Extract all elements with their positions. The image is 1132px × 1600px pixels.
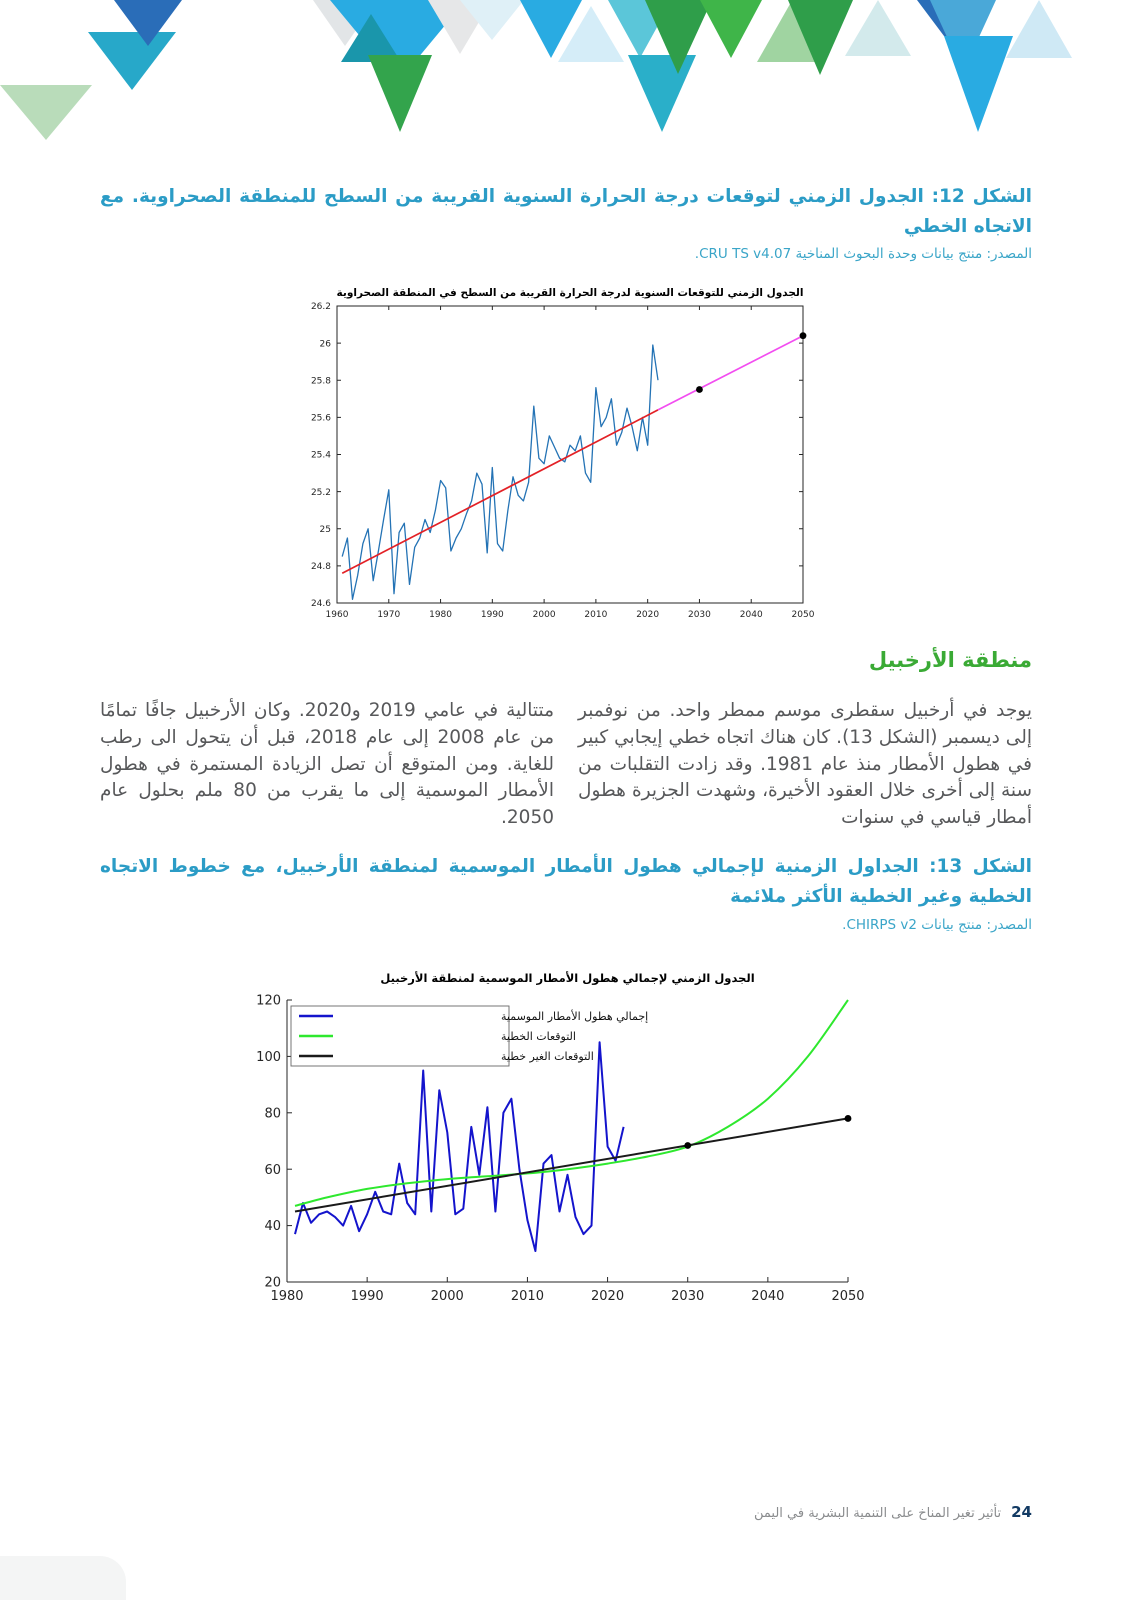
- chart-title: الجدول الزمني للتوقعات السنوية لدرجة الحرارة القريبة من السطح في المنطقة الصحراوية: [336, 287, 804, 299]
- legend-label: التوقعات الخطية: [501, 1029, 576, 1043]
- legend-label: إجمالي هطول الأمطار الموسمية: [501, 1009, 649, 1023]
- y-tick-label: 80: [264, 1106, 281, 1122]
- y-tick-label: 20: [264, 1275, 281, 1291]
- figure12-source: المصدر: منتج بيانات وحدة البحوث المناخية CRU TS v4.07.: [694, 246, 1032, 262]
- y-tick-label: 24.6: [310, 599, 331, 610]
- series-projection: [658, 336, 803, 410]
- x-tick-label: 2020: [636, 610, 660, 620]
- y-tick-label: 24.8: [310, 562, 331, 573]
- x-tick-label: 2020: [591, 1289, 625, 1304]
- x-tick-label: 2040: [739, 610, 763, 620]
- legend: [291, 1006, 648, 1066]
- x-tick-label: 1970: [377, 610, 401, 620]
- section-heading-archipelago: منطقة الأرخبيل: [868, 648, 1032, 672]
- paragraph-column-right: يوجد في أرخبيل سقطرى موسم ممطر واحد. من نوفمبر إلى ديسمبر (الشكل 13). كان هناك اتجاه خطي إيجابي كبير في هطول الأمطار منذ عام 1981. وقد زادت التقلبات من سنة إلى أخرى خلال العقود الأخيرة، وشهدت الجزيرة هطول أمطار قياسي في سنوات: [578, 700, 1032, 829]
- y-tick-label: 25.2: [310, 487, 331, 498]
- data-point-marker: [800, 332, 807, 339]
- x-tick-label: 2030: [671, 1289, 705, 1304]
- paragraph-column-left: متتالية في عامي 2019 و2020. وكان الأرخبيل جافًا تمامًا من عام 2008 إلى عام 2018، قبل أن يتحول الى رطب للغاية. ومن المتوقع أن تصل الزيادة المستمرة في هطول الأمطار الموسمية إلى ما يقرب من 80 ملم بحلول عام 2050.: [100, 700, 555, 829]
- report-title: تأثير تغير المناخ على التنمية البشرية في اليمن: [754, 1506, 1002, 1521]
- x-tick-label: 2000: [430, 1289, 464, 1304]
- y-tick-label: 25.6: [310, 413, 331, 424]
- body-columns: [100, 698, 1032, 832]
- x-tick-label: 1990: [480, 610, 504, 620]
- x-tick-label: 1990: [350, 1289, 384, 1304]
- y-tick-label: 26.2: [310, 302, 331, 313]
- figure13-caption: الشكل 13: الجداول الزمنية لإجمالي هطول الأمطار الموسمية لمنطقة الأرخبيل، مع خطوط الاتجاه الخطية وغير الخطية الأكثر ملائمة: [100, 856, 1032, 907]
- series-seasonal-rainfall-total: [295, 1042, 624, 1251]
- x-tick-label: 1980: [270, 1289, 304, 1304]
- figure13-rainfall-chart: [240, 955, 880, 1315]
- series-linear-trend: [342, 410, 658, 573]
- page-footer: [100, 1503, 1032, 1521]
- x-tick-label: 2000: [532, 610, 556, 620]
- figure12-temperature-chart: [305, 280, 815, 628]
- x-tick-label: 2040: [751, 1289, 785, 1304]
- x-tick-label: 2030: [687, 610, 711, 620]
- y-tick-label: 60: [264, 1162, 281, 1178]
- data-point-marker: [684, 1142, 691, 1149]
- legend-label: التوقعات الغير خطية: [501, 1049, 594, 1063]
- data-point-marker: [696, 386, 703, 393]
- y-tick-label: 40: [264, 1219, 281, 1235]
- x-tick-label: 2050: [791, 610, 815, 620]
- figure13-source: المصدر: منتج بيانات CHIRPS v2.: [842, 917, 1032, 933]
- x-tick-label: 2010: [584, 610, 608, 620]
- data-point-marker: [845, 1115, 852, 1122]
- x-tick-label: 2010: [510, 1289, 544, 1304]
- y-tick-label: 100: [256, 1049, 281, 1065]
- chart-title: الجدول الزمني لإجمالي هطول الأمطار الموسمية لمنطقة الأرخبيل: [380, 971, 755, 985]
- y-tick-label: 25.8: [310, 376, 331, 387]
- header-triangles-decoration: [0, 0, 1132, 145]
- x-tick-label: 1960: [325, 610, 349, 620]
- series-observed-annual-temperature: [342, 345, 658, 599]
- y-tick-label: 25: [319, 524, 331, 535]
- y-tick-label: 26: [319, 339, 331, 350]
- footer-corner-decoration: [0, 1556, 126, 1600]
- y-tick-label: 25.4: [310, 450, 331, 461]
- x-tick-label: 1980: [429, 610, 453, 620]
- page-number: 24: [1011, 1503, 1032, 1521]
- y-tick-label: 120: [256, 993, 281, 1009]
- figure12-caption: الشكل 12: الجدول الزمني لتوقعات درجة الحرارة السنوية القريبة من السطح للمنطقة الصحراوية. مع الاتجاه الخطي: [100, 186, 1032, 237]
- x-tick-label: 2050: [831, 1289, 865, 1304]
